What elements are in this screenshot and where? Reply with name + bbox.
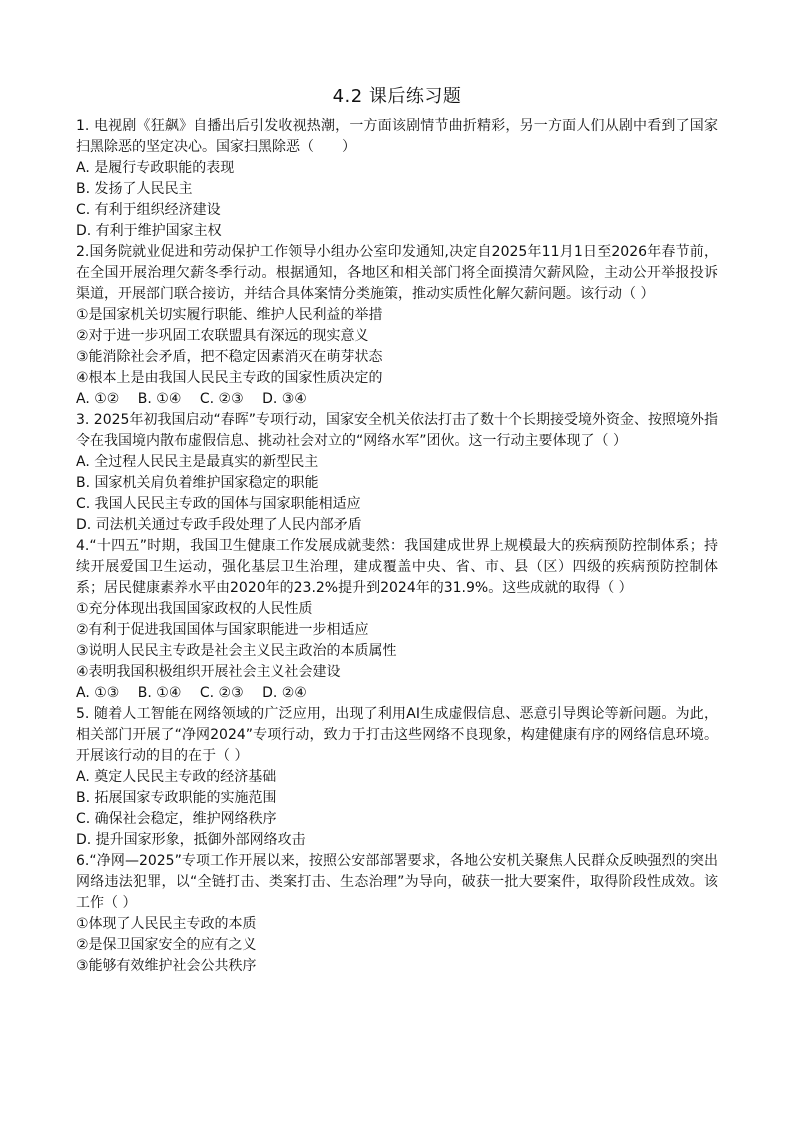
page-title: 4.2 课后练习题: [332, 86, 462, 107]
option-c: C. 确保社会稳定，维护网络秩序: [76, 811, 277, 827]
statement-3: ③说明人民民主专政是社会主义民主政治的本质属性: [76, 643, 397, 659]
statement-1: ①体现了人民民主专政的本质: [76, 916, 257, 932]
answer-choices: A. ①③ B. ①④ C. ②③ D. ②④: [76, 685, 307, 701]
statement-1: ①充分体现出我国国家政权的人民性质: [76, 601, 313, 617]
question-stem: 3. 2025年初我国启动“春晖”专项行动，国家安全机关依法打击了数十个长期接受境外资金、按照境外指令在我国境内散布虚假信息、挑动社会对立的“网络水军”团伙。这一行动主要体现了（ ）: [76, 412, 718, 449]
option-d: D. 司法机关通过专政手段处理了人民内部矛盾: [76, 517, 362, 533]
question-2: [76, 242, 718, 410]
statement-2: ②是保卫国家安全的应有之义: [76, 937, 257, 953]
statement-4: ④根本上是由我国人民民主专政的国家性质决定的: [76, 370, 383, 386]
statement-4: ④表明我国积极组织开展社会主义社会建设: [76, 664, 341, 680]
question-stem: 2.国务院就业促进和劳动保护工作领导小组办公室印发通知,决定自2025年11月1日至2026年春节前，在全国开展治理欠薪冬季行动。根据通知，各地区和相关部门将全面摸清欠薪风险，主动公开举报投诉渠道，开展部门联合接访，并结合具体案情分类施策，推动实质性化解欠薪问题。该行动（ ）: [76, 244, 718, 302]
option-a: A. 是履行专政职能的表现: [76, 160, 235, 176]
option-a: A. 全过程人民民主是最真实的新型民主: [76, 454, 319, 470]
question-3: [76, 410, 718, 536]
statement-2: ②对于进一步巩固工农联盟具有深远的现实意义: [76, 328, 369, 344]
option-b: B. 国家机关肩负着维护国家稳定的职能: [76, 475, 319, 491]
question-5: [76, 704, 718, 851]
question-1: [76, 116, 718, 242]
question-stem: 6.“净网—2025”专项工作开展以来，按照公安部部署要求，各地公安机关聚焦人民群众反映强烈的突出网络违法犯罪，以“全链打击、类案打击、生态治理”为导向，破获一批大要案件，取得阶段性成效。该工作（ ）: [76, 853, 718, 911]
statement-2: ②有利于促进我国国体与国家职能进一步相适应: [76, 622, 369, 638]
option-b: B. 发扬了人民民主: [76, 181, 193, 197]
question-stem: 4.“十四五”时期，我国卫生健康工作发展成就斐然：我国建成世界上规模最大的疾病预防控制体系；持续开展爱国卫生运动，强化基层卫生治理，建成覆盖中央、省、市、县（区）四级的疾病预防控制体系；居民健康素养水平由2020年的23.2%提升到2024年的31.9%。这些成就的取得（ ）: [76, 538, 718, 596]
question-6: [76, 851, 718, 977]
question-list: [76, 116, 718, 977]
statement-1: ①是国家机关切实履行职能、维护人民利益的举措: [76, 307, 383, 323]
statement-3: ③能消除社会矛盾，把不稳定因素消灭在萌芽状态: [76, 349, 383, 365]
option-c: C. 有利于组织经济建设: [76, 202, 221, 218]
option-d: D. 提升国家形象，抵御外部网络攻击: [76, 832, 306, 848]
option-b: B. 拓展国家专政职能的实施范围: [76, 790, 277, 806]
option-d: D. 有利于维护国家主权: [76, 223, 222, 239]
question-stem: 5. 随着人工智能在网络领域的广泛应用，出现了利用AI生成虚假信息、恶意引导舆论等新问题。为此，相关部门开展了“净网2024”专项行动，致力于打击这些网络不良现象，构建健康有序的网络信息环境。开展该行动的目的在于（ ）: [76, 706, 718, 764]
answer-choices: A. ①② B. ①④ C. ②③ D. ③④: [76, 391, 307, 407]
option-a: A. 奠定人民民主专政的经济基础: [76, 769, 277, 785]
question-stem: 1. 电视剧《狂飙》自播出后引发收视热潮，一方面该剧情节曲折精彩，另一方面人们从剧中看到了国家扫黑除恶的坚定决心。国家扫黑除恶（ ）: [76, 118, 718, 155]
question-4: [76, 536, 718, 704]
statement-3: ③能够有效维护社会公共秩序: [76, 958, 257, 974]
option-c: C. 我国人民民主专政的国体与国家职能相适应: [76, 496, 361, 512]
